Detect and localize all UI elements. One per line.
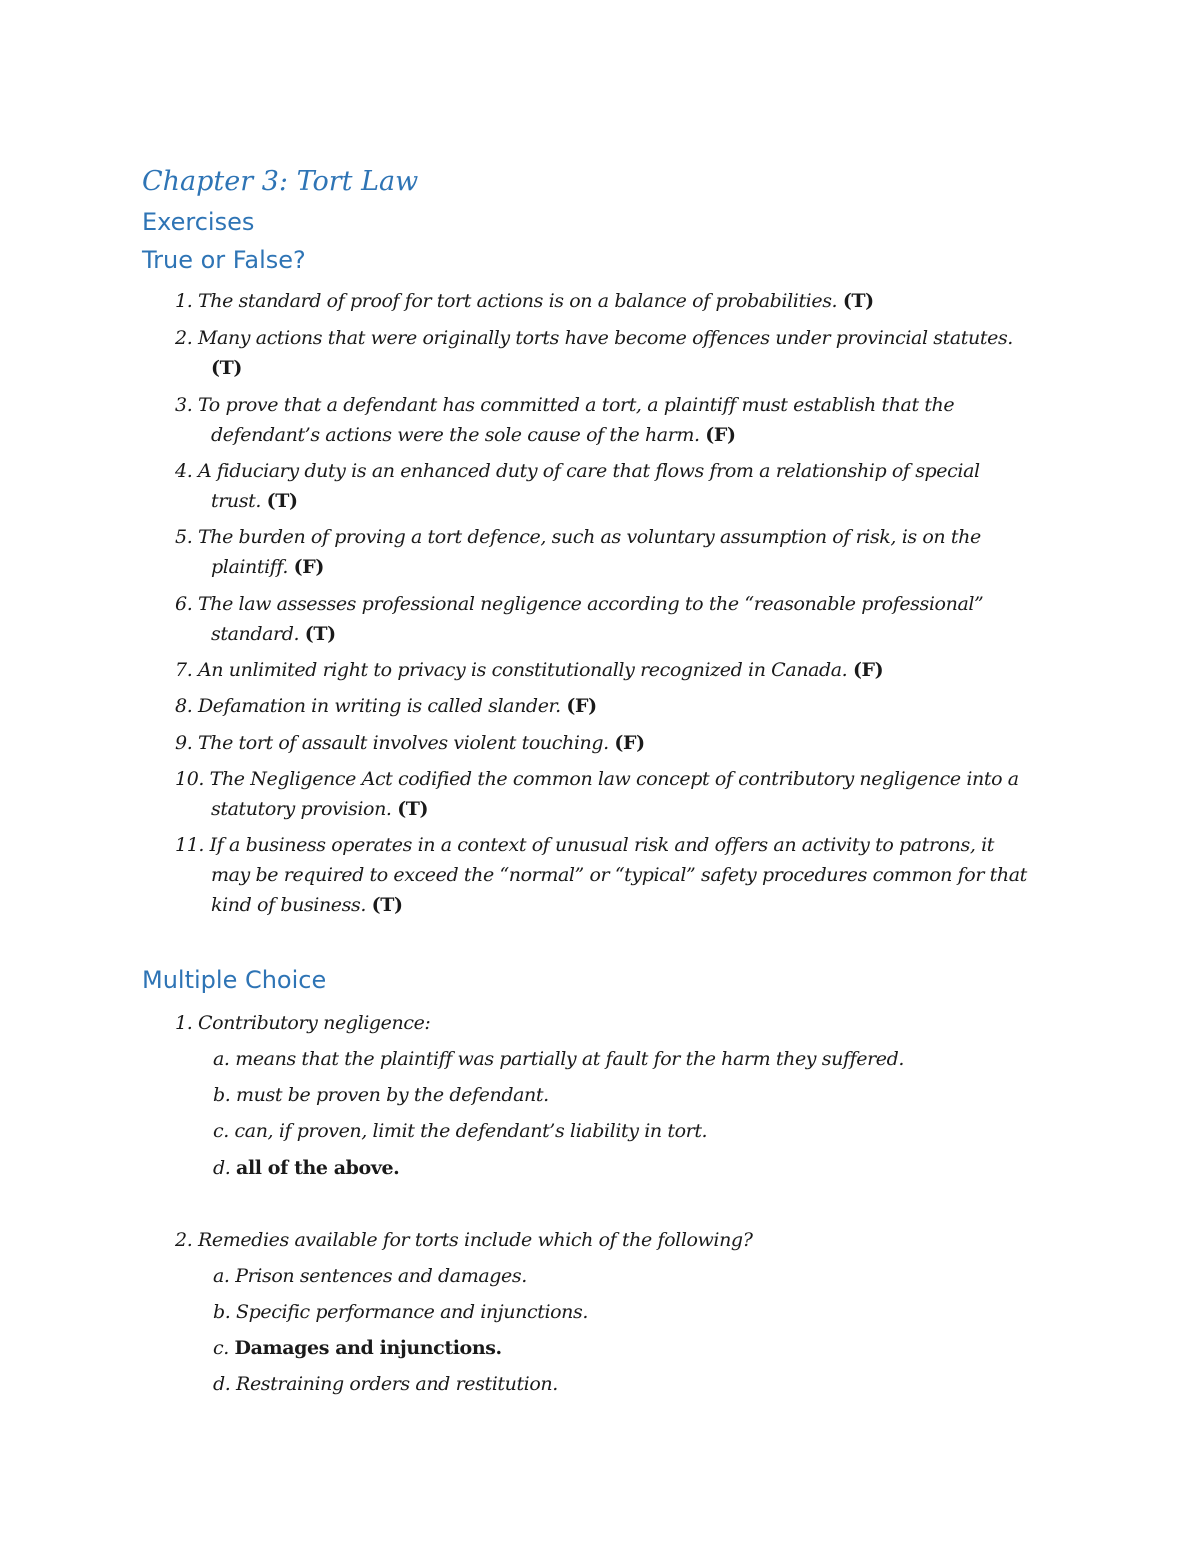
tf-item-text: The tort of assault involves violent touching. — [197, 732, 609, 754]
tf-item-answer: (F) — [852, 659, 884, 681]
mc-option-1b — [213, 1080, 549, 1110]
mc-option-1a — [213, 1044, 904, 1074]
mc-option-text: Restraining orders and restitution. — [236, 1373, 558, 1395]
tf-item-11 — [175, 830, 1075, 920]
mc-question-text: Remedies available for torts include which of the following? — [197, 1229, 753, 1251]
mc-option-text-correct: Damages and injunctions. — [234, 1337, 502, 1359]
tf-item-number: 9. — [175, 732, 193, 754]
tf-item-number: 4. — [175, 460, 193, 482]
tf-item-number: 3. — [175, 394, 193, 416]
tf-item-3 — [175, 390, 1075, 450]
mc-option-2b — [213, 1297, 588, 1327]
tf-item-text: The burden of proving a tort defence, such as voluntary assumption of risk, is on the — [197, 526, 981, 548]
mc-option-letter: b. — [213, 1301, 231, 1323]
tf-item-number: 6. — [175, 593, 193, 615]
tf-item-answer: (T) — [266, 490, 298, 512]
mc-option-letter: c. — [213, 1120, 229, 1142]
tf-item-answer: (F) — [566, 695, 597, 717]
mc-question-2 — [175, 1225, 1075, 1255]
tf-item-4 — [175, 456, 1075, 516]
mc-question-1 — [175, 1008, 1075, 1038]
tf-item-answer: (T) — [371, 894, 403, 916]
tf-item-6 — [175, 589, 1075, 649]
tf-item-text-cont: plaintiff. — [211, 556, 289, 578]
mc-question-number: 2. — [175, 1229, 193, 1251]
tf-item-text: If a business operates in a context of unusual risk and offers an activity to patrons, it — [209, 834, 995, 856]
tf-item-number: 2. — [175, 327, 193, 349]
true-false-heading: True or False? — [142, 246, 306, 274]
mc-option-letter: a. — [213, 1048, 230, 1070]
tf-item-number: 8. — [175, 695, 193, 717]
mc-option-text: Prison sentences and damages. — [235, 1265, 527, 1287]
tf-item-answer: (F) — [705, 424, 736, 446]
mc-option-letter: d. — [213, 1157, 231, 1179]
mc-option-text: means that the plaintiff was partially at fault for the harm they suffered. — [235, 1048, 904, 1070]
tf-item-7 — [175, 655, 1075, 685]
tf-item-number: 10. — [175, 768, 205, 790]
tf-item-text: To prove that a defendant has committed a tort, a plaintiff must establish that the — [197, 394, 955, 416]
mc-question-number: 1. — [175, 1012, 193, 1034]
tf-item-5 — [175, 522, 1075, 582]
tf-item-text: Defamation in writing is called slander. — [197, 695, 561, 717]
mc-question-text: Contributory negligence: — [197, 1012, 431, 1034]
mc-option-text-correct: all of the above. — [236, 1157, 400, 1179]
mc-option-2a — [213, 1261, 527, 1291]
tf-item-answer: (F) — [614, 732, 645, 754]
tf-item-number: 11. — [175, 834, 205, 856]
tf-item-answer: (F) — [293, 556, 324, 578]
mc-option-text: can, if proven, limit the defendant’s liability in tort. — [234, 1120, 708, 1142]
tf-item-text: The standard of proof for tort actions is on a balance of probabilities. — [197, 290, 838, 312]
mc-option-1c — [213, 1116, 707, 1146]
exercises-heading: Exercises — [142, 208, 255, 236]
mc-option-text: must be proven by the defendant. — [236, 1084, 549, 1106]
tf-item-text-cont: may be required to exceed the “normal” or “typical” safety procedures common for that — [211, 864, 1027, 886]
mc-option-2d — [213, 1369, 558, 1399]
tf-item-number: 7. — [175, 659, 193, 681]
mc-option-text: Specific performance and injunctions. — [236, 1301, 588, 1323]
tf-item-text-cont: statutory provision. — [211, 798, 392, 820]
tf-item-8 — [175, 691, 1075, 721]
mc-option-letter: b. — [213, 1084, 231, 1106]
tf-item-text-cont: trust. — [211, 490, 261, 512]
tf-item-text-cont: standard. — [211, 623, 300, 645]
mc-option-2c — [213, 1333, 502, 1363]
tf-item-text: Many actions that were originally torts have become offences under provincial statutes. — [197, 327, 1013, 349]
tf-item-2 — [175, 323, 1075, 383]
tf-item-answer: (T) — [842, 290, 874, 312]
mc-option-letter: c. — [213, 1337, 229, 1359]
tf-item-text: The law assesses professional negligence according to the “reasonable professional” — [197, 593, 984, 615]
tf-item-text: The Negligence Act codified the common law concept of contributory negligence into a — [209, 768, 1019, 790]
tf-item-10 — [175, 764, 1075, 824]
tf-item-1 — [175, 286, 1075, 316]
tf-item-text-cont: defendant’s actions were the sole cause of the harm. — [211, 424, 700, 446]
chapter-title: Chapter 3: Tort Law — [142, 166, 419, 197]
mc-option-letter: a. — [213, 1265, 230, 1287]
tf-item-answer: (T) — [211, 357, 242, 379]
mc-option-letter: d. — [213, 1373, 231, 1395]
tf-item-text: A fiduciary duty is an enhanced duty of care that flows from a relationship of special — [197, 460, 980, 482]
tf-item-answer: (T) — [397, 798, 429, 820]
tf-item-number: 5. — [175, 526, 193, 548]
tf-item-text: An unlimited right to privacy is constitutionally recognized in Canada. — [197, 659, 848, 681]
tf-item-9 — [175, 728, 1075, 758]
tf-item-text-cont2: kind of business. — [211, 894, 366, 916]
mc-option-1d — [213, 1153, 399, 1183]
multiple-choice-heading: Multiple Choice — [142, 966, 327, 994]
tf-item-answer: (T) — [304, 623, 336, 645]
tf-item-number: 1. — [175, 290, 193, 312]
